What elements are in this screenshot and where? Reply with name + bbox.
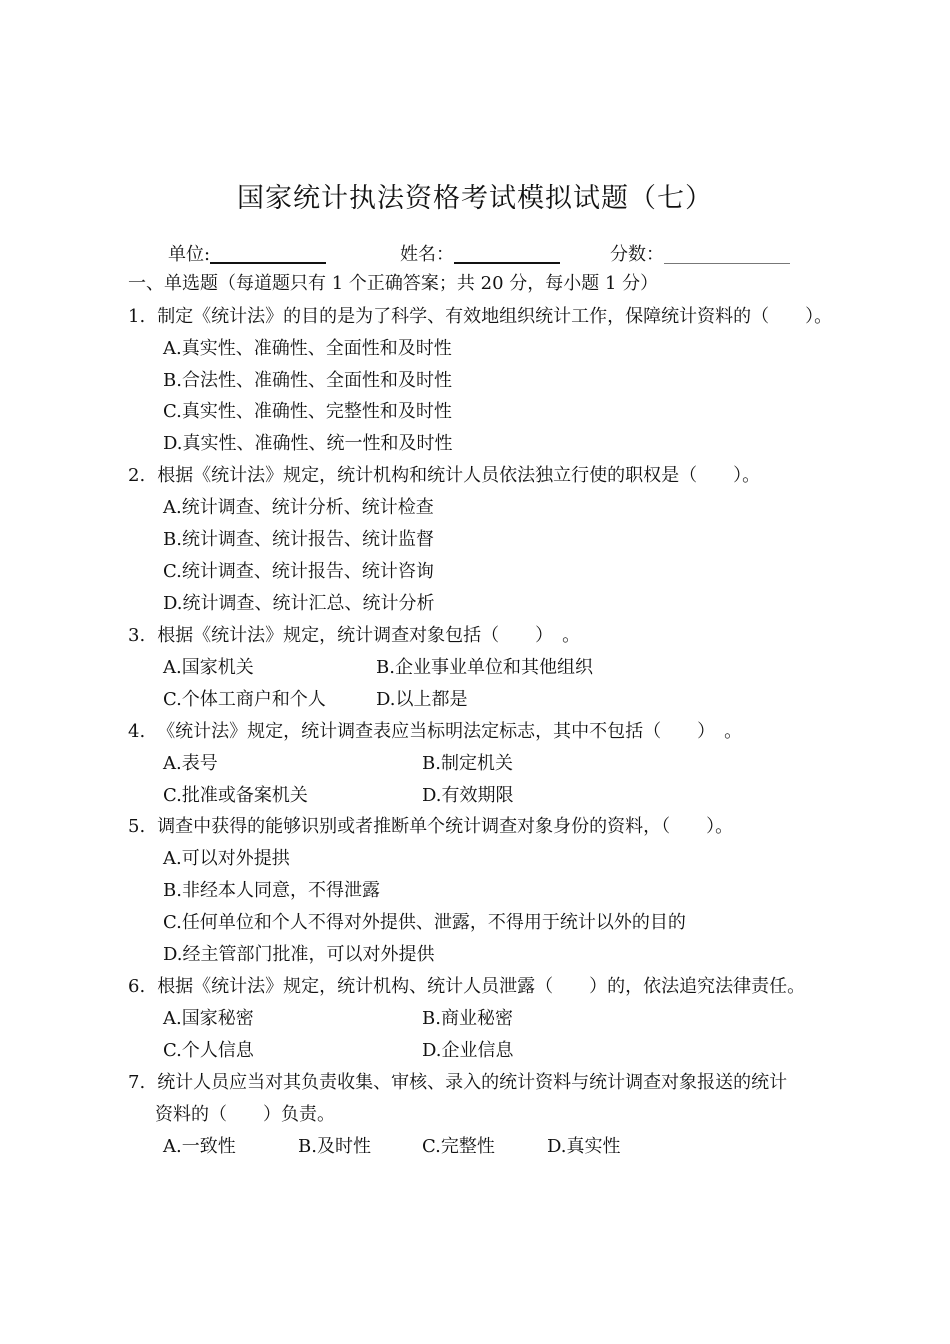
option-1b: B.合法性、准确性、全面性和及时性 [163, 370, 452, 391]
question-1 [128, 305, 832, 329]
option-5a: A.可以对外提拱 [163, 848, 290, 869]
question-number: 2. [128, 465, 146, 486]
option-7d: D.真实性 [547, 1136, 621, 1157]
question-number: 3. [128, 625, 146, 646]
option-2c: C.统计调查、统计报告、统计咨询 [163, 561, 434, 582]
question-number: 1. [128, 306, 146, 327]
score-blank[interactable] [664, 243, 790, 264]
info-row [0, 240, 950, 270]
question-number: 7. [128, 1072, 146, 1093]
question-text: 根据《统计法》规定，统计调查对象包括（ ） 。 [157, 625, 581, 646]
name-blank[interactable] [454, 242, 560, 264]
question-2 [128, 464, 760, 488]
option-3b: B.企业事业单位和其他组织 [376, 657, 593, 678]
option-5b: B.非经本人同意，不得泄露 [163, 880, 380, 901]
question-7 [128, 1071, 787, 1095]
question-4 [128, 720, 742, 744]
question-5 [128, 815, 733, 839]
unit-blank[interactable] [210, 242, 326, 264]
option-1c: C.真实性、准确性、完整性和及时性 [163, 401, 452, 422]
option-6c: C.个人信息 [163, 1040, 254, 1061]
question-3 [128, 624, 580, 648]
option-3a: A.国家机关 [163, 657, 254, 678]
option-3d: D.以上都是 [376, 689, 468, 710]
option-4c: C.批准或备案机关 [163, 785, 308, 806]
option-4b: B.制定机关 [422, 753, 513, 774]
option-7a: A.一致性 [163, 1136, 236, 1157]
question-number: 5. [128, 816, 146, 837]
option-4d: D.有效期限 [422, 785, 514, 806]
option-7b: B.及时性 [298, 1136, 371, 1157]
unit-label: 单位: [168, 244, 211, 265]
question-7-continued: 资料的（ ）负责。 [155, 1104, 335, 1125]
option-7c: C.完整性 [422, 1136, 495, 1157]
section-heading: 一、单选题（每道题只有 1 个正确答案；共 20 分，每小题 1 分） [128, 273, 659, 294]
question-number: 4. [128, 721, 146, 742]
name-label: 姓名： [400, 244, 454, 265]
option-5d: D.经主管部门批准，可以对外提供 [163, 944, 435, 965]
option-3c: C.个体工商户和个人 [163, 689, 326, 710]
question-6 [128, 975, 805, 999]
option-2b: B.统计调查、统计报告、统计监督 [163, 529, 434, 550]
score-label: 分数： [610, 244, 664, 265]
question-text: 根据《统计法》规定，统计机构和统计人员依法独立行使的职权是（ ）。 [157, 465, 761, 486]
page-title: 国家统计执法资格考试模拟试题（七） [237, 183, 713, 214]
question-text: 《统计法》规定，统计调查表应当标明法定标志，其中不包括（ ） 。 [157, 721, 743, 742]
score-field [610, 240, 790, 266]
question-text: 根据《统计法》规定，统计机构、统计人员泄露（ ）的，依法追究法律责任。 [157, 976, 806, 997]
question-number: 6. [128, 976, 146, 997]
option-1a: A.真实性、准确性、全面性和及时性 [163, 338, 452, 359]
option-1d: D.真实性、准确性、统一性和及时性 [163, 433, 453, 454]
option-4a: A.表号 [163, 753, 218, 774]
option-6d: D.企业信息 [422, 1040, 514, 1061]
option-6b: B.商业秘密 [422, 1008, 513, 1029]
unit-field [168, 240, 326, 266]
question-text: 制定《统计法》的目的是为了科学、有效地组织统计工作，保障统计资料的（ ）。 [157, 306, 833, 327]
option-5c: C.任何单位和个人不得对外提供、泄露，不得用于统计以外的目的 [163, 912, 686, 933]
question-text: 统计人员应当对其负责收集、审核、录入的统计资料与统计调查对象报送的统计 [157, 1072, 788, 1093]
question-text: 调查中获得的能够识别或者推断单个统计调查对象身份的资料，（ ）。 [157, 816, 734, 837]
option-6a: A.国家秘密 [163, 1008, 254, 1029]
name-field [400, 240, 560, 266]
option-2a: A.统计调查、统计分析、统计检查 [163, 497, 434, 518]
option-2d: D.统计调查、统计汇总、统计分析 [163, 593, 435, 614]
